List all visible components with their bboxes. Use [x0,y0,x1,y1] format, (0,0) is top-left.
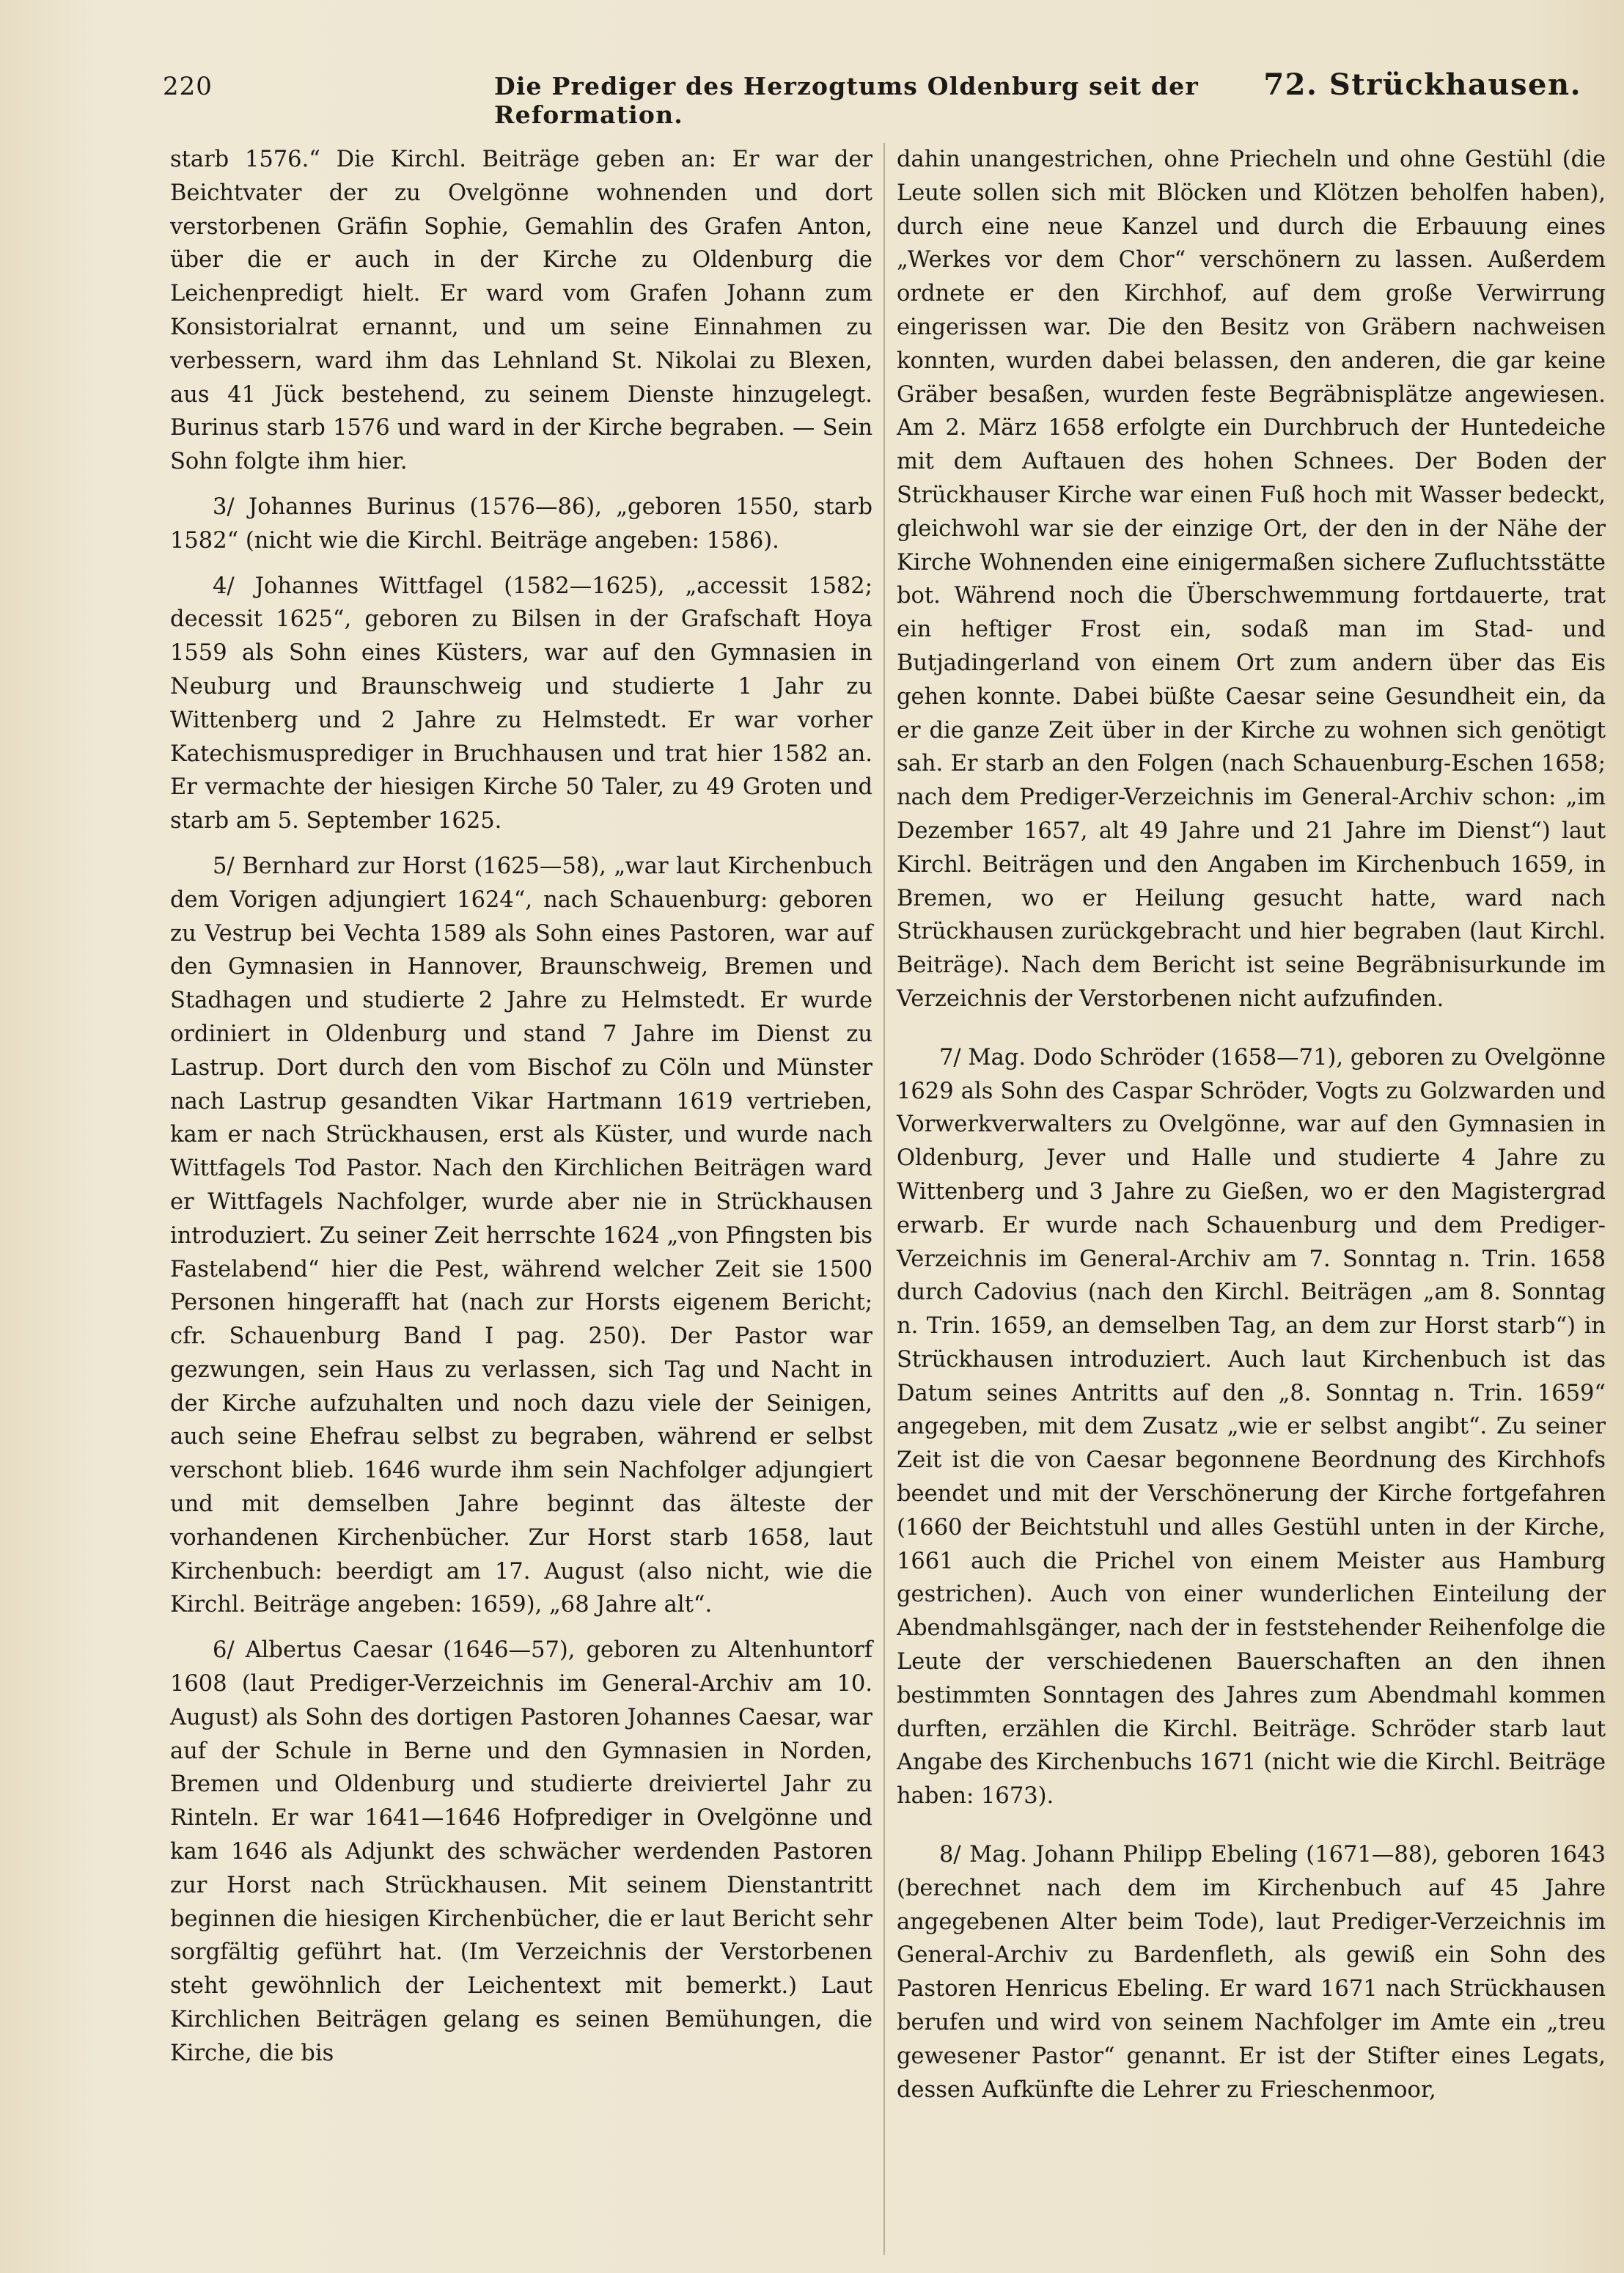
paragraph: starb 1576.“ Die Kirchl. Beiträge geben an: Er war der Beichtvater der zu Ovelgönne wohnenden und dort verstorbenen Gräfin Sophie, Gemahlin des Grafen Anton, über die er auch in der Kirche zu Oldenburg die Leichenpredigt hielt. Er ward vom Grafen Johann zum Konsistorialrat ernannt, und um seine Einnahmen zu verbessern, ward ihm das Lehnland St. Nikolai zu Blexen, aus 41 Jück bestehend, zu seinem Dienste hinzugelegt. Burinus starb 1576 und ward in der Kirche begraben. — Sein Sohn folgte ihm hier. [170,147,872,475]
page-header [163,67,1581,129]
right-column [897,143,1606,2107]
section-title: 72. Strückhausen. [1263,67,1581,102]
page-number: 220 [163,72,213,101]
entry-paragraph: 4/ Johannes Wittfagel (1582—1625), „accessit 1582; decessit 1625“, geboren zu Bilsen in der Grafschaft Hoya 1559 als Sohn eines Küsters, war auf den Gymnasien in Neuburg und Braunschweig und studierte 1 Jahr zu Wittenberg und 2 Jahre zu Helmstedt. Er war vorher Katechismusprediger in Bruchhausen und trat hier 1582 an. Er vermachte der hiesigen Kirche 50 Taler, zu 49 Groten und starb am 5. September 1625. [170,573,872,834]
entry-paragraph: 5/ Bernhard zur Horst (1625—58), „war laut Kirchenbuch dem Vorigen adjungiert 1624“, nach Schauenburg: geboren zu Vestrup bei Vechta 1589 als Sohn eines Pastoren, war auf den Gymnasien in Hannover, Braunschweig, Bremen und Stadhagen und studierte 2 Jahre zu Helmstedt. Er wurde ordiniert in Oldenburg und stand 7 Jahre im Dienst zu Lastrup. Dort durch den vom Bischof zu Cöln und Münster nach Lastrup gesandten Vikar Hartmann 1619 vertrieben, kam er nach Strückhausen, erst als Küster, und wurde nach Wittfagels Tod Pastor. Nach den Kirchlichen Beiträgen ward er Wittfagels Nachfolger, wurde aber nie in Strückhausen introduziert. Zu seiner Zeit herrschte 1624 „von Pfingsten bis Fastelabend“ hier die Pest, während welcher Zeit sie 1500 Personen hingerafft hat (nach zur Horsts eigenem Bericht; cfr. Schauenburg Band I pag. 250). Der Pastor war gezwungen, sein Haus zu verlassen, sich Tag und Nacht in der Kirche aufzuhalten und noch dazu viele der Seinigen, auch seine Ehefrau selbst zu begraben, während er selbst verschont blieb. 1646 wurde ihm sein Nachfolger adjungiert und mit demselben Jahre beginnt das älteste der vorhandenen Kirchenbücher. Zur Horst starb 1658, laut Kirchenbuch: beerdigt am 17. August (also nicht, wie die Kirchl. Beiträge angeben: 1659), „68 Jahre alt“. [170,853,872,1618]
entry-paragraph: 6/ Albertus Caesar (1646—57), geboren zu Altenhuntorf 1608 (laut Prediger-Verzeichnis im General-Archiv am 10. August) als Sohn des dortigen Pastoren Johannes Caesar, war auf der Schule in Berne und den Gymnasien in Norden, Bremen und Oldenburg und studierte dreiviertel Jahr zu Rinteln. Er war 1641—1646 Hofprediger in Ovelgönne und kam 1646 als Adjunkt des schwächer werdenden Pastoren zur Horst nach Strückhausen. Mit seinem Dienstantritt beginnen die hiesigen Kirchenbücher, die er laut Bericht sehr sorgfältig geführt hat. (Im Verzeichnis der Verstorbenen steht gewöhnlich der Leichentext mit bemerkt.) Laut Kirchlichen Beiträgen gelang es seinen Bemühungen, die Kirche, die bis [170,1637,872,2066]
left-column [170,143,872,2071]
running-title: Die Prediger des Herzogtums Oldenburg seit der Reformation. [494,72,1199,129]
entry-paragraph: 8/ Mag. Johann Philipp Ebeling (1671—88), geboren 1643 (berechnet nach dem im Kirchenbuch auf 45 Jahre angegebenen Alter beim Tode), laut Prediger-Verzeichnis im General-Archiv zu Bardenfleth, als gewiß ein Sohn des Pastoren Henricus Ebeling. Er ward 1671 nach Strückhausen berufen und wird von seinem Nachfolger im Amte ein „treu gewesener Pastor“ genannt. Er ist der Stifter eines Legats, dessen Aufkünfte die Lehrer zu Frieschenmoor, [897,1842,1606,2103]
entry-paragraph: 3/ Johannes Burinus (1576—86), „geboren 1550, starb 1582“ (nicht wie die Kirchl. Beiträge angeben: 1586). [170,493,872,554]
paragraph: dahin unangestrichen, ohne Priecheln und ohne Gestühl (die Leute sollen sich mit Blöcken und Klötzen beholfen haben), durch eine neue Kanzel und durch die Erbauung eines „Werkes vor dem Chor“ verschönern zu lassen. Außerdem ordnete er den Kirchhof, auf dem große Verwirrung eingerissen war. Die den Besitz von Gräbern nachweisen konnten, wurden dabei belassen, den anderen, die gar keine Gräber besaßen, wurden feste Begräbnisplätze angewiesen. Am 2. März 1658 erfolgte ein Durchbruch der Huntedeiche mit dem Auftauen des hohen Schnees. Der Boden der Strückhauser Kirche war einen Fuß hoch mit Wasser bedeckt, gleichwohl war sie der einzige Ort, der den in der Nähe der Kirche Wohnenden eine einigermaßen sichere Zufluchtsstätte bot. Während noch die Überschwemmung fortdauerte, trat ein heftiger Frost ein, sodaß man im Stad- und Butjadingerland von einem Ort zum andern über das Eis gehen konnte. Dabei büßte Caesar seine Gesundheit ein, da er die ganze Zeit über in der Kirche zu wohnen sich genötigt sah. Er starb an den Folgen (nach Schauenburg-Eschen 1658; nach dem Prediger-Verzeichnis im General-Archiv schon: „im Dezember 1657, alt 49 Jahre und 21 Jahre im Dienst“) laut Kirchl. Beiträgen und den Angaben im Kirchenbuch 1659, in Bremen, wo er Heilung gesucht hatte, ward nach Strückhausen zurückgebracht und hier begraben (laut Kirchl. Beiträge). Nach dem Bericht ist seine Begräbnisurkunde im Verzeichnis der Verstorbenen nicht aufzufinden. [897,147,1606,1012]
entry-paragraph: 7/ Mag. Dodo Schröder (1658—71), geboren zu Ovelgönne 1629 als Sohn des Caspar Schröder, Vogts zu Golzwarden und Vorwerkverwalters zu Ovelgönne, war auf den Gymnasien in Oldenburg, Jever und Halle und studierte 4 Jahre zu Wittenberg und 3 Jahre zu Gießen, wo er den Magistergrad erwarb. Er wurde nach Schauenburg und dem Prediger-Verzeichnis im General-Archiv am 7. Sonntag n. Trin. 1658 durch Cadovius (nach den Kirchl. Beiträgen „am 8. Sonntag n. Trin. 1659, an demselben Tag, an dem zur Horst starb“) in Strückhausen introduziert. Auch laut Kirchenbuch ist das Datum seines Antritts auf den „8. Sonntag n. Trin. 1659“ angegeben, mit dem Zusatz „wie er selbst angibt“. Zu seiner Zeit ist die von Caesar begonnene Beordnung des Kirchhofs beendet und mit der Verschönerung der Kirche fortgefahren (1660 der Beichtstuhl und alles Gestühl unten in der Kirche, 1661 auch die Prichel von einem Meister aus Hamburg gestrichen). Auch von einer wunderlichen Einteilung der Abendmahlsgänger, nach der in feststehender Reihenfolge die Leute der verschiedenen Bauerschaften an den ihnen bestimmten Sonntagen des Jahres zum Abendmahl kommen durften, erzählen die Kirchl. Beiträge. Schröder starb laut Angabe des Kirchenbuchs 1671 (nicht wie die Kirchl. Beiträge haben: 1673). [897,1044,1606,1810]
column-divider [883,143,885,2255]
